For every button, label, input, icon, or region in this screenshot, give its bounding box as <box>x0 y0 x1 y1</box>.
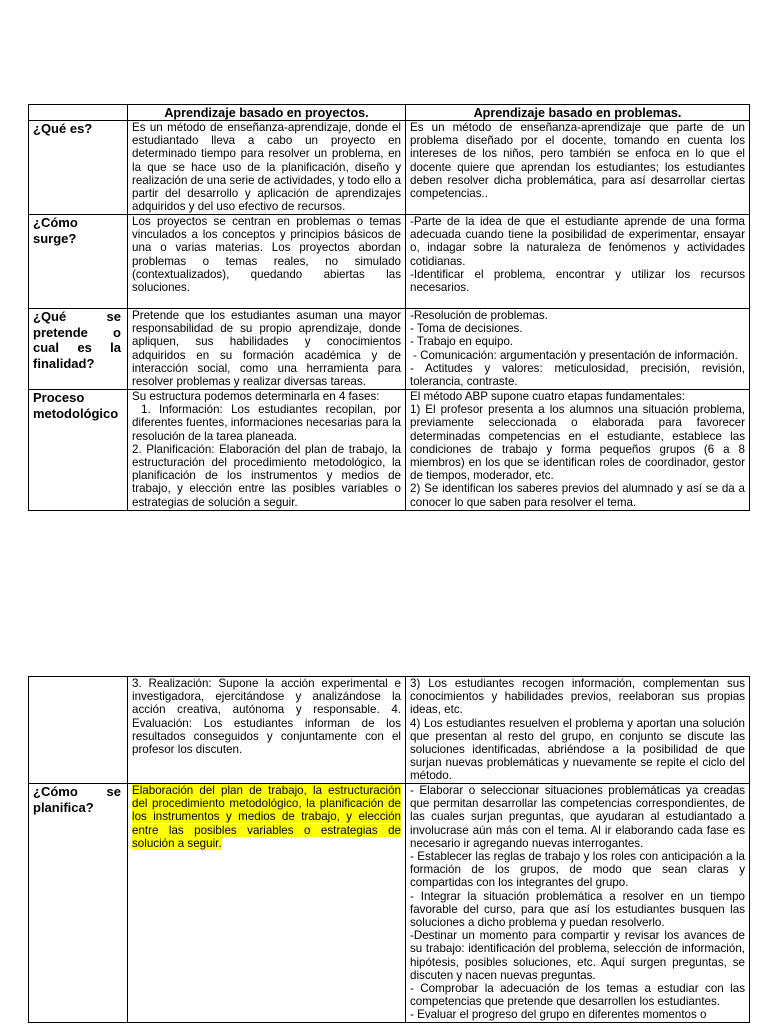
cell-paragraph: 2. Planificación: Elaboración del plan de trabajo, la estructuración del procedimiento metodológico, la planificación de los instrumentos y medios de trabajo, y elección entre las posibles variables o estrategias de solución a seguir. <box>132 442 401 509</box>
row-proceso-metodologico <box>29 390 750 511</box>
comparison-table <box>28 104 750 511</box>
proyectos-cell <box>128 390 406 511</box>
list-item: - Establecer las reglas de trabajo y los roles con anticipación a la formación de los grupos, de modo que sean claras y compartidas con los integrantes del grupo. <box>410 850 745 890</box>
cell-paragraph: Es un método de enseñanza-aprendizaje, donde el estudiantado lleva a cabo un proyecto en determinado tiempo para resolver un problema, en la que se hace uso de la planificación, diseño y realización de una serie de actividades, y todo ello a partir del desarrollo y aplicación de aprendizajes adquiridos y del uso efectivo de recursos. <box>132 121 401 214</box>
row-continuation <box>29 677 750 784</box>
row-label: ¿Cómo se planifica? <box>29 784 128 1023</box>
list-item: - Comprobar la adecuación de los temas a estudiar con las competencias que pretende que desarrollen los estudiantes. <box>410 982 745 1009</box>
header-proyectos: Aprendizaje basado en proyectos. <box>128 105 406 121</box>
cell-paragraph: 4) Los estudiantes resuelven el problema y aportan una solución que presentan al resto del grupo, en conjunto se discute las soluciones identificadas, abriéndose a la posibilidad de que surjan nuevas problemáticas y nuevamente se repite el ciclo del método. <box>410 716 745 783</box>
cell-paragraph: Pretende que los estudiantes asuman una mayor responsabilidad de su propio aprendizaje, donde apliquen, sus habilidades y conocimientos adquiridos en su formación académica y de interacción social, como una herramienta para resolver problemas y realizar diversas tareas. <box>132 309 401 389</box>
proyectos-cell <box>128 121 406 215</box>
row-label: Proceso metodológico <box>29 390 128 511</box>
cell-paragraph: Los proyectos se centran en problemas o temas vinculados a los conceptos y principios básicos de una o varias materias. Los proyectos abordan problemas o temas reales, no simulado (contextualizados), quedando abiertas las soluciones. <box>132 215 401 295</box>
problemas-cell <box>406 309 750 390</box>
row-finalidad <box>29 309 750 390</box>
cell-paragraph <box>132 784 401 850</box>
row-label-empty <box>29 677 128 784</box>
corner-cell <box>29 105 128 121</box>
row-como-surge <box>29 215 750 309</box>
row-label: ¿Qué es? <box>29 121 128 215</box>
comparison-table-continued <box>28 676 750 1023</box>
row-como-se-planifica <box>29 784 750 1023</box>
header-row <box>29 105 750 121</box>
cell-paragraph: El método ABP supone cuatro etapas fundamentales: <box>410 390 686 403</box>
list-item: - Toma de decisiones. <box>410 322 523 336</box>
cell-paragraph: -Parte de la idea de que el estudiante aprende de una forma adecuada cuando tiene la posibilidad de experimentar, ensayar o, indagar sobre la naturaleza de fenómenos y actividades cotidianas. <box>410 215 745 268</box>
problemas-cell <box>406 784 750 1023</box>
list-item: - Elaborar o seleccionar situaciones problemáticas ya creadas que permitan desarrollar las competencias correspondientes, de las cuales surjan preguntas, que ayudaran al estudiantado a involucrase aún más con el tema. Al ir elaborando cada fase es necesario ir agregando nuevas interrogantes. <box>410 784 745 850</box>
row-label: ¿Cómo surge? <box>29 215 128 309</box>
list-item: - Actitudes y valores: meticulosidad, precisión, revisión, tolerancia, contraste. <box>410 361 745 389</box>
cell-paragraph: 3) Los estudiantes recogen información, complementan sus conocimientos y habilidades previos, reelaboran sus propias ideas, etc. <box>410 677 745 717</box>
cell-paragraph: 2) Se identifican los saberes previos del alumnado y así se da a conocer lo que saben para resolver el tema. <box>410 482 745 509</box>
cell-paragraph: 1. Información: Los estudiantes recopilan, por diferentes fuentes, informaciones necesarias para la resolución de la tarea planeada. <box>132 403 401 443</box>
cell-paragraph: Es un método de enseñanza-aprendizaje que parte de un problema diseñado por el docente, tomando en cuenta los intereses de los niños, pero también se enfoca en lo que el docente quiere que aprendan los estudiantes; los estudiantes deben resolver dicha problemática, para así desarrollar ciertas competencias.. <box>410 121 745 201</box>
cell-paragraph: 3. Realización: Supone la acción experimental e investigadora, ejercitándose y analizándose la acción creativa, autónoma y responsable. 4. Evaluación: Los estudiantes informan de los resultados conseguidos y conjuntamente con el profesor los discuten. <box>132 677 401 757</box>
problemas-cell <box>406 677 750 784</box>
cell-paragraph: 1) El profesor presenta a los alumnos una situación problema, previamente seleccionada o elaborada para favorecer determinadas competencias en el estudiante, establece las condiciones de trabajo y forma pequeños grupos (6 a 8 miembros) en los que se identifican roles de coordinador, gestor de tiempos, moderador, etc. <box>410 403 745 483</box>
list-item: - Evaluar el progreso del grupo en diferentes momentos o <box>410 1008 707 1022</box>
problemas-cell <box>406 390 750 511</box>
row-label: ¿Qué se pretende o cual es la finalidad? <box>29 309 128 390</box>
list-item: - Integrar la situación problemática a resolver en un tiempo favorable del curso, para que así los estudiantes busquen las soluciones a dicho problema y puedan resolverlo. <box>410 889 745 930</box>
cell-paragraph: Su estructura podemos determinarla en 4 fases: <box>132 390 380 403</box>
list-item: -Destinar un momento para compartir y revisar los avances de su trabajo: identificación del problema, selección de información, hipótesis, posibles soluciones, etc. Aquí surgen preguntas, se discuten y nacen nuevas preguntas. <box>410 929 745 982</box>
header-problemas: Aprendizaje basado en problemas. <box>406 105 750 121</box>
proyectos-cell <box>128 309 406 390</box>
problemas-cell <box>406 215 750 309</box>
row-que-es <box>29 121 750 215</box>
highlighted-text: Elaboración del plan de trabajo, la estructuración del procedimiento metodológico, la planificación de los instrumentos y medios de trabajo, y elección entre las posibles variables o estrategias de solución a seguir. <box>132 784 401 850</box>
problemas-cell <box>406 121 750 215</box>
cell-paragraph: -Identificar el problema, encontrar y utilizar los recursos necesarios. <box>410 267 745 295</box>
list-item: -Resolución de problemas. <box>410 309 548 322</box>
proyectos-cell <box>128 784 406 1023</box>
proyectos-cell <box>128 215 406 309</box>
list-item: - Trabajo en equipo. <box>410 335 514 349</box>
proyectos-cell <box>128 677 406 784</box>
list-item: - Comunicación: argumentación y presentación de información. <box>413 348 738 362</box>
